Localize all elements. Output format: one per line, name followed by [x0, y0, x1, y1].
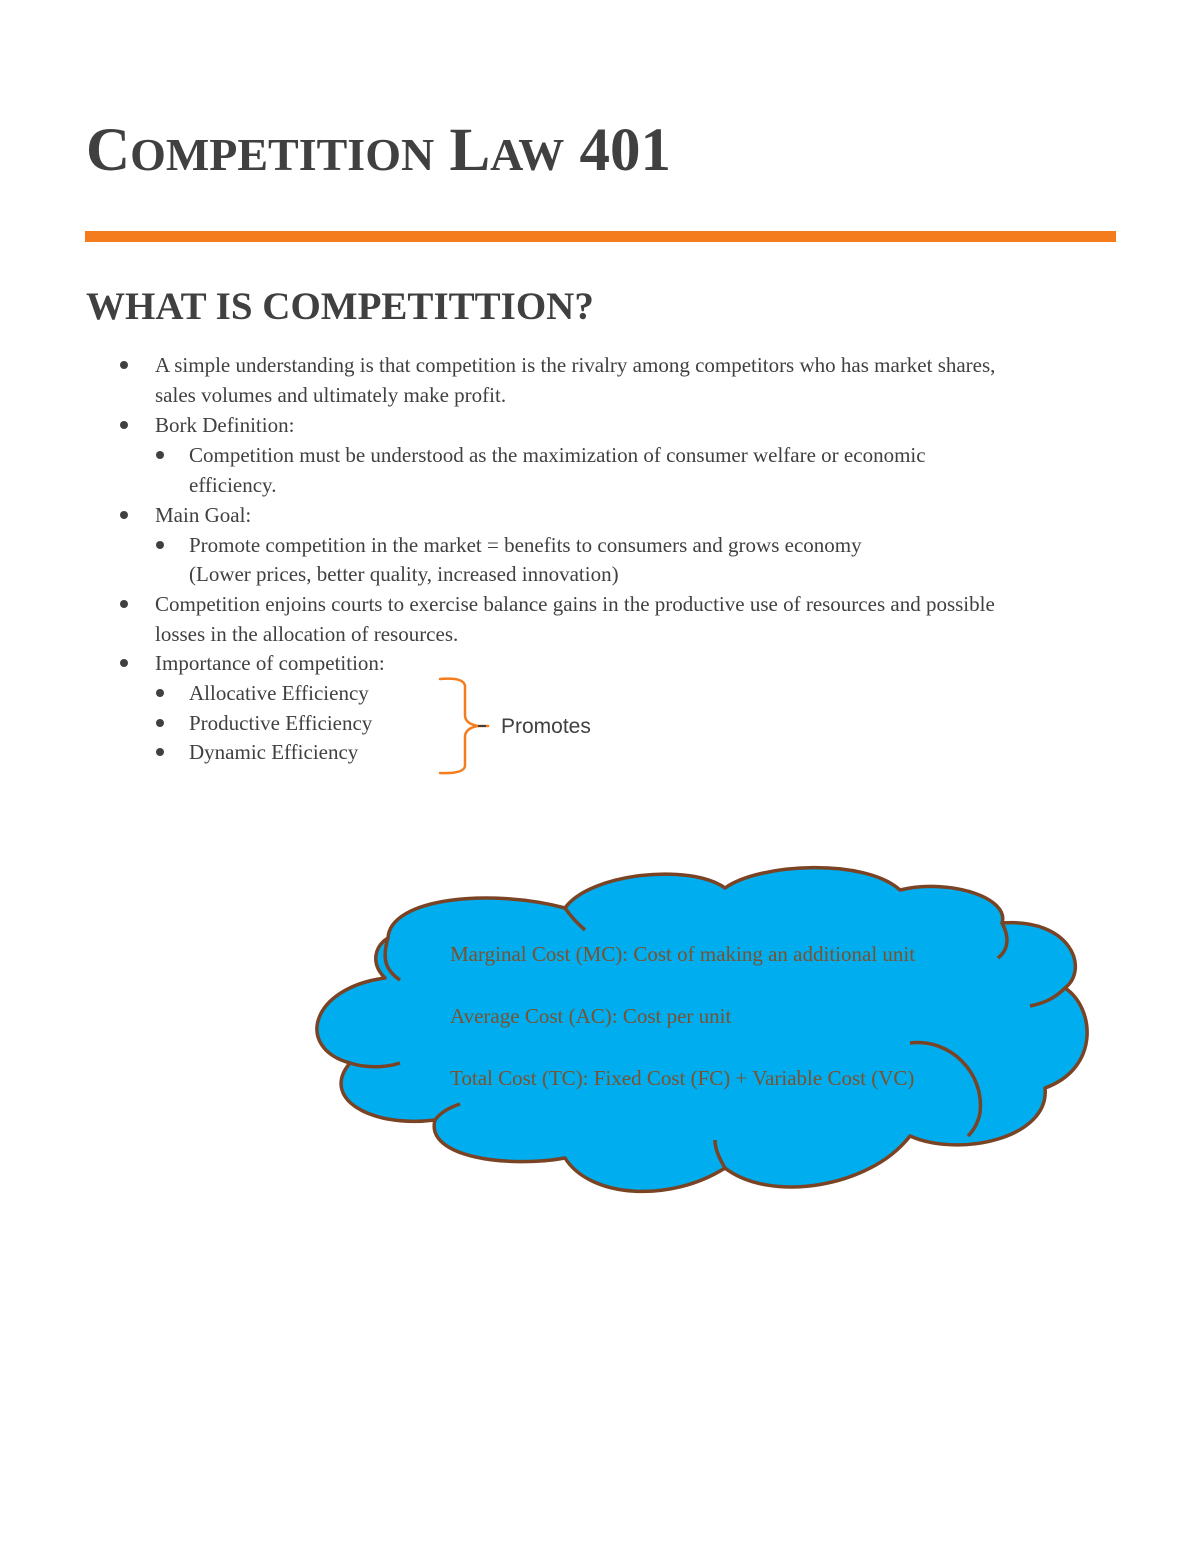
bullet-text: A simple understanding is that competition is the rivalry among competitors who has market shares, — [155, 353, 996, 377]
title-number: 401 — [579, 117, 672, 184]
cloud-line-marginal-cost: Marginal Cost (MC): Cost of making an additional unit — [450, 942, 916, 966]
bullet-text: Competition enjoins courts to exercise balance gains in the productive use of resources and possible — [155, 592, 995, 616]
bullet-text-continuation: sales volumes and ultimately make profit. — [155, 383, 507, 407]
sub-bullet-dot — [156, 689, 164, 697]
sub-bullet-text: Dynamic Efficiency — [189, 740, 359, 764]
title-initial-c: C — [86, 117, 131, 184]
section-heading: WHAT IS COMPETITTION? — [86, 285, 594, 328]
sub-bullet-text: Productive Efficiency — [189, 711, 373, 735]
bullet-dot — [120, 511, 128, 519]
sub-bullet-dot — [156, 541, 164, 549]
sub-bullet-text-continuation: efficiency. — [189, 473, 277, 497]
bullet-dot — [120, 659, 128, 667]
title-rest-competition: OMPETITION — [130, 129, 435, 180]
cloud-line-total-cost: Total Cost (TC): Fixed Cost (FC) + Variable Cost (VC) — [450, 1066, 915, 1090]
sub-bullet-text: Promote competition in the market = benefits to consumers and grows economy — [189, 533, 862, 557]
sub-bullet-text: Competition must be understood as the maximization of consumer welfare or economic — [189, 443, 926, 467]
bullet-dot — [120, 600, 128, 608]
sub-bullet-dot — [156, 719, 164, 727]
cloud-shape — [310, 858, 1100, 1208]
sub-bullet-dot — [156, 748, 164, 756]
title-rest-law: AW — [490, 129, 565, 180]
bullet-text: Importance of competition: — [155, 651, 385, 675]
sub-bullet-text-continuation: (Lower prices, better quality, increased innovation) — [189, 562, 619, 586]
cloud-line-average-cost: Average Cost (AC): Cost per unit — [450, 1004, 732, 1028]
title-initial-l: L — [449, 117, 491, 184]
curly-brace-icon — [430, 674, 510, 780]
bullet-text: Bork Definition: — [155, 413, 295, 437]
bullet-text: Main Goal: — [155, 503, 252, 527]
bullet-text-continuation: losses in the allocation of resources. — [155, 622, 459, 646]
sub-bullet-text: Allocative Efficiency — [189, 681, 369, 705]
bullet-dot — [120, 361, 128, 369]
sub-bullet-dot — [156, 451, 164, 459]
bullet-dot — [120, 421, 128, 429]
brace-label: Promotes — [501, 715, 591, 738]
